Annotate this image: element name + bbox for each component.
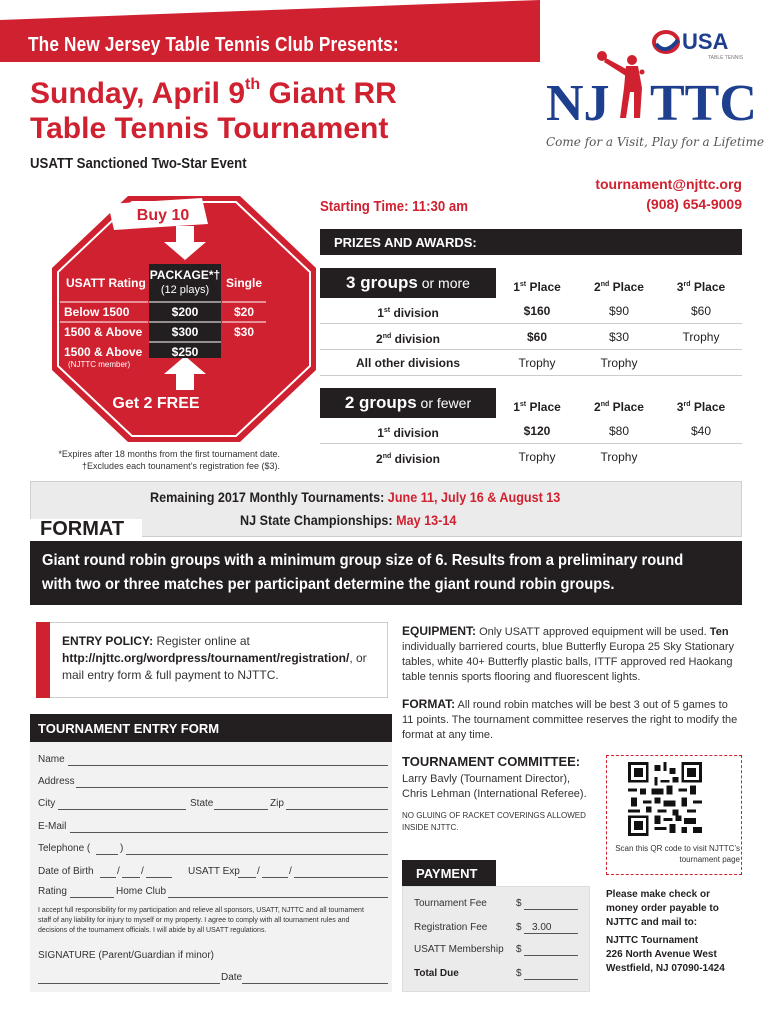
telephone-field[interactable] [126, 854, 388, 855]
table-row: 2nd division $60 $30 Trophy [320, 324, 742, 350]
date-label: Date [221, 972, 243, 983]
dob-slash-1: / [117, 866, 120, 877]
equipment-text: EQUIPMENT: Only USATT approved equipment will be used. Ten individually barriered courts, blue Butterfly Europa 25 Sky Stationary tables, white 40+ Butterfly plastic balls, ITTF approved red Haokang table tennis sports flooring and fluorescent lights. [402, 624, 735, 683]
registration-fee-value: 3.00 [532, 922, 552, 933]
usatt-exp-month-field[interactable] [238, 877, 256, 878]
footnote-expiry: *Expires after 18 months from the first tournament date. [58, 449, 280, 459]
tournament-fee-currency: $ [516, 898, 522, 909]
package-row-1-package: $200 [171, 305, 199, 319]
usatt-membership-currency: $ [516, 944, 522, 955]
njttc-logo [546, 48, 757, 136]
committee-members: Larry Bavly (Tournament Director), Chris Lehman (International Referee). [402, 773, 587, 800]
exp-slash-2: / [289, 866, 292, 877]
package-row-2-rating: 1500 & Above [64, 325, 143, 339]
prizes-3-groups-header-row: 1st Place 2nd Place 3rd Place [513, 280, 726, 294]
state-championships: NJ State Championships: May 13-14 [240, 512, 457, 528]
signature-label: SIGNATURE (Parent/Guardian if minor) [38, 950, 214, 961]
format-text: Giant round robin groups with a minimum group size of 6. Results from a preliminary round with two or three matches per participant determine the giant round robin groups. [42, 552, 684, 593]
state-field[interactable] [214, 809, 268, 810]
prizes-heading: PRIZES AND AWARDS: [320, 229, 742, 255]
remaining-tournaments: Remaining 2017 Monthly Tournaments: June 11, July 16 & August 13 [150, 489, 561, 505]
home-club-label: Home Club [116, 886, 167, 897]
total-due-currency: $ [516, 968, 522, 979]
total-due-label: Total Due [414, 968, 459, 979]
dob-label: Date of Birth [38, 866, 94, 877]
usatt-exp-year-field[interactable] [294, 877, 388, 878]
usa-logo-text: USA [682, 29, 729, 54]
col-usatt-rating: USATT Rating [66, 276, 146, 290]
committee-heading: TOURNAMENT COMMITTEE: [402, 754, 581, 769]
usatt-exp-day-field[interactable] [262, 877, 288, 878]
liability-waiver: I accept full responsibility for my participation and relieve all sponsors, USATT, NJTTC and all tournament staff of any liability for injury to myself or my property. I agree to comply with all tournament rules and decisions of the tournament officials. I will abide by all USATT regulations. [38, 907, 364, 934]
registration-link[interactable]: http://njttc.org/wordpress/tournament/registration/ [62, 651, 350, 665]
zip-field[interactable] [286, 809, 388, 810]
table-row: 1st division $120 $80 $40 [320, 418, 742, 444]
qr-caption: Scan this QR code to visit NJTTC’s tournament page [615, 844, 740, 864]
dob-year-field[interactable] [146, 877, 172, 878]
registration-fee-field [524, 933, 578, 934]
prizes-2-groups-title: 2 groups or fewer [320, 388, 496, 418]
telephone-label: Telephone ( [38, 843, 91, 854]
package-row-2-single: $30 [233, 325, 255, 339]
dob-slash-2: / [141, 866, 144, 877]
name-label: Name [38, 754, 65, 765]
registration-fee-currency: $ [516, 922, 522, 933]
dob-month-field[interactable] [100, 877, 116, 878]
usatt-membership-field[interactable] [524, 955, 578, 956]
package-row-3-rating: 1500 & Above [64, 345, 143, 359]
total-due-field[interactable] [524, 979, 578, 980]
rating-label: Rating [38, 886, 67, 897]
state-label: State [190, 798, 214, 809]
zip-label: Zip [270, 798, 284, 809]
format-label: FORMAT [40, 518, 125, 540]
package-row-1-single: $20 [233, 305, 255, 319]
tournament-fee-field[interactable] [524, 909, 578, 910]
contact-phone-link[interactable]: (908) 654-9009 [646, 196, 742, 212]
banner-text: The New Jersey Table Tennis Club Presents: [28, 34, 399, 56]
city-field[interactable] [58, 809, 186, 810]
area-code-field[interactable] [96, 854, 118, 855]
usatt-membership-label: USATT Membership [414, 944, 504, 955]
rating-field[interactable] [70, 897, 114, 898]
package-row-2-package: $300 [171, 325, 199, 339]
no-gluing-notice: NO GLUING OF RACKET COVERINGS ALLOWED INSIDE NJTTC. [402, 811, 586, 832]
home-club-field[interactable] [168, 897, 388, 898]
format-rule-text: FORMAT: All round robin matches will be best 3 out of 5 games to 11 points. The tournament committee reserves the right to modify the format at any time. [402, 697, 738, 741]
payment-heading: PAYMENT [402, 860, 496, 886]
exp-slash-1: / [257, 866, 260, 877]
subtitle: USATT Sanctioned Two-Star Event [30, 155, 247, 172]
package-row-3-package: $250 [171, 345, 199, 359]
table-row: 1st division $160 $90 $60 [320, 298, 742, 324]
page-title-line2: Table Tennis Tournament [30, 112, 389, 145]
address-field[interactable] [76, 787, 388, 788]
email-label: E-Mail [38, 821, 67, 832]
dob-day-field[interactable] [122, 877, 140, 878]
usatt-exp-label: USATT Exp [188, 866, 240, 877]
usa-logo-sub: TABLE TENNIS [708, 55, 744, 61]
signature-field[interactable] [38, 983, 220, 984]
entry-policy-accent [36, 622, 50, 698]
email-field[interactable] [70, 832, 388, 833]
prizes-2-groups-header-row: 1st Place 2nd Place 3rd Place [513, 400, 726, 414]
table-row: All other divisions Trophy Trophy [320, 350, 742, 376]
qr-code-icon[interactable] [628, 762, 702, 836]
col-package: PACKAGE*† [149, 268, 221, 282]
entry-policy-text: ENTRY POLICY: Register online at http://njttc.org/wordpress/tournament/registration/, or mail entry form & full payment to NJTTC. [62, 634, 367, 682]
prizes-3-groups-title: 3 groups or more [320, 268, 496, 298]
col-single: Single [225, 276, 262, 290]
tagline: Come for a Visit, Play for a Lifetime [546, 135, 764, 149]
page-title-line1: Sunday, April 9th Giant RR [30, 76, 397, 110]
footnote-excludes: †Excludes each tounament’s registration fee ($3). [82, 461, 280, 471]
get-2-free-label: Get 2 FREE [112, 395, 200, 412]
address-label: Address [38, 776, 75, 787]
telephone-close: ) [120, 843, 124, 854]
starting-time: Starting Time: 11:30 am [320, 198, 468, 215]
tournament-fee-label: Tournament Fee [414, 898, 487, 909]
member-note: (NJTTC member) [68, 360, 131, 369]
mail-to-info: Please make check or money order payable to NJTTC and mail to: NJTTC Tournament 226 North Avenue West Westfield, NJ 07090-1424 [606, 889, 725, 974]
name-field[interactable] [68, 765, 388, 766]
njttc-logo-nj: NJ [546, 75, 610, 132]
registration-fee-label: Registration Fee [414, 922, 488, 933]
date-field[interactable] [242, 983, 388, 984]
contact-email-link[interactable]: tournament@njttc.org [595, 176, 742, 192]
col-package-sub: (12 plays) [160, 284, 210, 296]
table-row: 2nd division Trophy Trophy [376, 450, 638, 466]
njttc-logo-ttc: TTC [650, 75, 757, 132]
package-row-1-rating: Below 1500 [64, 305, 130, 319]
buy-10-label: Buy 10 [136, 207, 190, 224]
entry-form-heading: TOURNAMENT ENTRY FORM [30, 714, 392, 742]
city-label: City [38, 798, 56, 809]
